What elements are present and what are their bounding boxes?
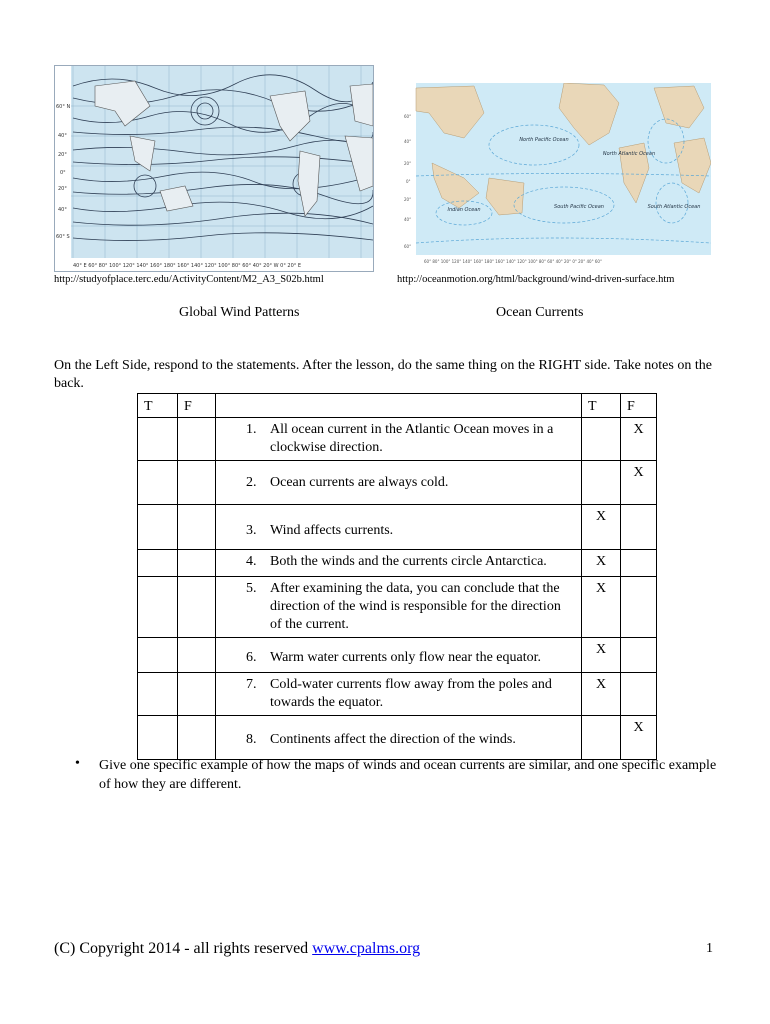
statement-number: 6. [246,650,257,665]
table-header-row [138,394,657,418]
header-true-after: T [582,394,621,418]
svg-text:60°: 60° [404,114,412,119]
ocean-label: South Atlantic Ocean [647,204,701,210]
statement-text: All ocean current in the Atlantic Ocean moves in a clockwise direction. [270,422,554,455]
true-before-cell[interactable] [138,638,178,673]
reflection-prompt: Give one specific example of how the maps of winds and ocean currents are similar, and one specific example of how they are different. [99,758,717,792]
true-after-cell[interactable]: X [582,550,621,577]
false-before-cell[interactable] [178,577,216,638]
false-before-cell[interactable] [178,716,216,760]
lat-label: 0° [60,170,66,176]
table-row [138,716,657,760]
statement [216,550,581,574]
ocean-label: North Atlantic Ocean [602,151,656,157]
statement-text: Continents affect the direction of the winds. [270,732,516,747]
lon-labels: 40° E 60° 80° 100° 120° 140° 160° 180° 160° 140° 120° 100° 80° 60° 40° 20° W 0° 20° E [73,263,302,269]
wind-map-graphic [55,66,373,271]
true-before-cell[interactable] [138,716,178,760]
table-row [138,505,657,550]
ocean-currents-map [404,83,711,271]
false-after-cell[interactable] [621,673,657,716]
false-before-cell[interactable] [178,550,216,577]
ocean-label: North Pacific Ocean [519,137,569,143]
true-before-cell[interactable] [138,505,178,550]
ocean-label: Indian Ocean [447,207,481,213]
statement-number: 8. [246,732,257,747]
wind-map-caption: Global Wind Patterns [179,305,300,320]
true-after-cell[interactable]: X [582,577,621,638]
statement [216,418,581,460]
copyright-text: (C) Copyright 2014 - all rights reserved [54,940,313,957]
svg-text:60°: 60° [404,244,412,249]
header-false-after: F [621,394,657,418]
svg-text:60° 80° 100° 120° 140°: 60° 80° 100° 120° 140° 160° 180° 160° 140° 120° 100° 80° 60° 40° 20° 0° 20° 40° 60° [424,259,602,264]
false-before-cell[interactable] [178,461,216,505]
lat-label: 60° N [56,104,71,110]
true-after-cell[interactable] [582,418,621,461]
false-before-cell[interactable] [178,673,216,716]
table-row [138,638,657,673]
cpalms-link[interactable]: www.cpalms.org [312,940,421,957]
footer [54,940,420,958]
header-statement [216,394,582,418]
svg-text:0°: 0° [406,179,411,184]
anticipation-guide-table [137,393,657,760]
lat-label: 40° [58,133,67,139]
true-before-cell[interactable] [138,673,178,716]
svg-text:20°: 20° [404,161,412,166]
false-after-cell[interactable]: X [621,716,657,760]
wind-patterns-map [54,65,374,272]
ocean-map-caption: Ocean Currents [496,305,584,320]
true-before-cell[interactable] [138,550,178,577]
statement-number: 5. [246,581,257,596]
statement-text: Cold-water currents flow away from the poles and towards the equator. [270,677,552,710]
statement-text: Ocean currents are always cold. [270,475,449,490]
true-after-cell[interactable]: X [582,638,621,673]
statement-number: 2. [246,475,257,490]
statement-text: Warm water currents only flow near the equator. [270,650,541,665]
svg-text:40°: 40° [404,139,412,144]
statement-number: 4. [246,554,257,569]
true-before-cell[interactable] [138,418,178,461]
lat-label: 20° [58,186,67,192]
table-row [138,550,657,577]
svg-text:20°: 20° [404,197,412,202]
true-after-cell[interactable] [582,716,621,760]
false-after-cell[interactable]: X [621,418,657,461]
false-after-cell[interactable] [621,638,657,673]
true-after-cell[interactable]: X [582,505,621,550]
header-true-before: T [138,394,178,418]
statement-text: Both the winds and the currents circle Antarctica. [270,554,547,569]
statement-number: 3. [246,523,257,538]
false-after-cell[interactable] [621,505,657,550]
page-number: 1 [706,941,713,956]
lat-label: 20° [58,152,67,158]
lat-label: 40° [58,207,67,213]
header-false-before: F [178,394,216,418]
false-after-cell[interactable]: X [621,461,657,505]
false-before-cell[interactable] [178,638,216,673]
false-before-cell[interactable] [178,505,216,550]
table-row [138,418,657,461]
false-after-cell[interactable] [621,577,657,638]
instructions: On the Left Side, respond to the statements. After the lesson, do the same thing on the RIGHT side. Take notes on the back. [54,358,712,391]
statement-text: Wind affects currents. [270,523,394,538]
statement [216,646,581,672]
statement [216,577,581,637]
ocean-map-url[interactable]: http://oceanmotion.org/html/background/wind-driven-surface.htm [397,274,675,285]
ocean-map-graphic [404,83,711,271]
false-after-cell[interactable] [621,550,657,577]
statement [216,673,581,715]
wind-map-url[interactable]: http://studyofplace.terc.edu/ActivityContent/M2_A3_S02b.html [54,274,324,285]
statement [216,471,581,504]
true-before-cell[interactable] [138,577,178,638]
svg-text:40°: 40° [404,217,412,222]
lat-label: 60° S [56,234,70,240]
table-row [138,577,657,638]
true-after-cell[interactable] [582,461,621,505]
false-before-cell[interactable] [178,418,216,461]
true-after-cell[interactable]: X [582,673,621,716]
ocean-label: South Pacific Ocean [554,204,604,210]
bullet-icon: • [75,756,80,771]
statement [216,728,581,759]
statement-number: 1. [246,422,257,437]
true-before-cell[interactable] [138,461,178,505]
statement [216,519,581,549]
table-row [138,673,657,716]
statement-number: 7. [246,677,257,692]
table-row [138,461,657,505]
statement-text: After examining the data, you can conclude that the direction of the wind is responsible for the direction of the current. [270,581,561,632]
